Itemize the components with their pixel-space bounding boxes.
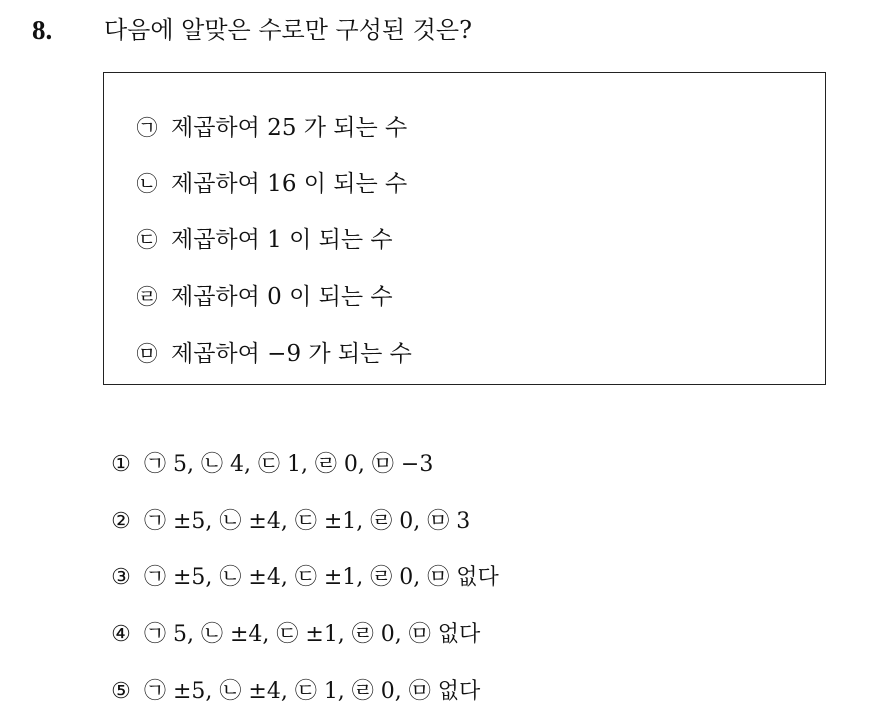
condition-text: 제곱하여 16 이 되는 수 <box>171 171 408 197</box>
question-number: 8. <box>32 15 53 45</box>
choice-text: ㉠ ±5, ㉡ ±4, ㉢ ±1, ㉣ 0, ㉤ 3 <box>144 509 471 534</box>
choice-1[interactable] <box>108 445 433 485</box>
choice-3[interactable] <box>108 558 499 598</box>
condition-mark: ㉠ <box>136 116 158 140</box>
choice-number: ① <box>111 452 131 477</box>
conditions-box <box>103 72 826 385</box>
choice-5[interactable] <box>108 672 480 712</box>
condition-text: 제곱하여 1 이 되는 수 <box>171 227 393 253</box>
choice-4[interactable] <box>108 615 480 655</box>
choice-number: ④ <box>111 622 131 647</box>
choice-text: ㉠ ±5, ㉡ ±4, ㉢ ±1, ㉣ 0, ㉤ 없다 <box>144 565 499 590</box>
condition-mark: ㉣ <box>136 285 158 309</box>
condition-item-4 <box>133 277 393 317</box>
condition-mark: ㉡ <box>136 172 158 196</box>
choice-text: ㉠ 5, ㉡ 4, ㉢ 1, ㉣ 0, ㉤ −3 <box>144 452 434 477</box>
choice-text: ㉠ ±5, ㉡ ±4, ㉢ 1, ㉣ 0, ㉤ 없다 <box>144 679 481 704</box>
condition-text: 제곱하여 −9 가 되는 수 <box>171 341 412 367</box>
question-text: 다음에 알맞은 수로만 구성된 것은? <box>104 16 472 44</box>
choice-text: ㉠ 5, ㉡ ±4, ㉢ ±1, ㉣ 0, ㉤ 없다 <box>144 622 481 647</box>
choice-number: ⑤ <box>111 679 131 704</box>
condition-item-1 <box>133 108 407 148</box>
condition-mark: ㉢ <box>136 228 158 252</box>
condition-text: 제곱하여 25 가 되는 수 <box>171 115 408 141</box>
choice-number: ② <box>111 509 131 534</box>
condition-mark: ㉤ <box>136 342 158 366</box>
choice-number: ③ <box>111 565 131 590</box>
condition-text: 제곱하여 0 이 되는 수 <box>171 284 393 310</box>
condition-item-3 <box>133 220 393 260</box>
condition-item-2 <box>133 164 407 204</box>
choice-2[interactable] <box>108 502 470 542</box>
condition-item-5 <box>133 334 412 374</box>
